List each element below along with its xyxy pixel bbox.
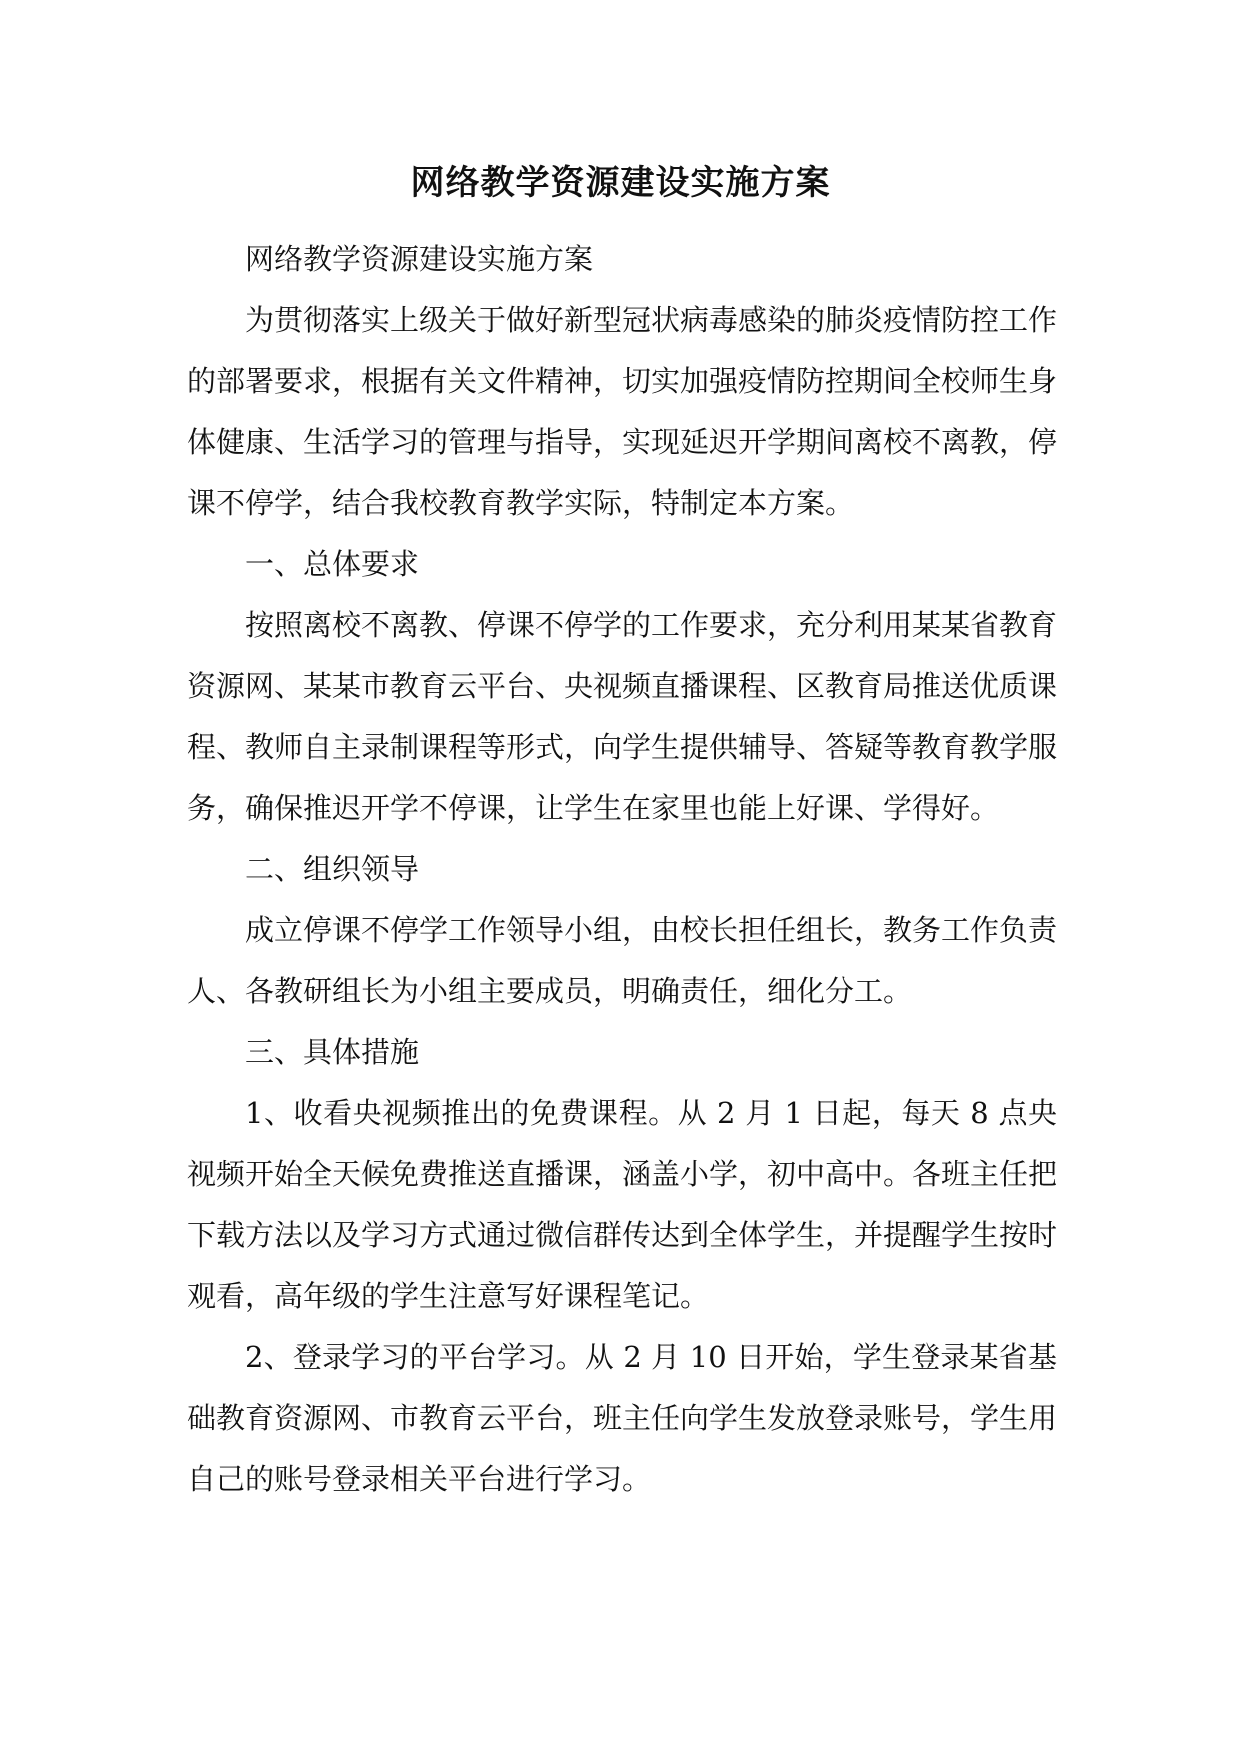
paragraph-measure-1: 1、收看央视频推出的免费课程。从 2 月 1 日起，每天 8 点央视频开始全天候免费推送直播课，涵盖小学，初中高中。各班主任把下载方法以及学习方式通过微信群传达到全体学生，并提醒学生按时观看，高年级的学生注意写好课程笔记。 [187,1096,1058,1313]
paragraph-requirements: 按照离校不离教、停课不停学的工作要求，充分利用某某省教育资源网、某某市教育云平台、央视频直播课程、区教育局推送优质课程、教师自主录制课程等形式，向学生提供辅导、答疑等教育教学服务，确保推迟开学不停课，让学生在家里也能上好课、学得好。 [187,608,1058,825]
document-title: 网络教学资源建设实施方案 [410,163,831,203]
paragraph-subtitle: 网络教学资源建设实施方案 [245,242,594,276]
section-heading-2: 二、组织领导 [245,852,420,886]
paragraph-intro: 为贯彻落实上级关于做好新型冠状病毒感染的肺炎疫情防控工作的部署要求，根据有关文件精神，切实加强疫情防控期间全校师生身体健康、生活学习的管理与指导，实现延迟开学期间离校不离教，停课不停学，结合我校教育教学实际，特制定本方案。 [187,303,1058,520]
paragraph-organization: 成立停课不停学工作领导小组，由校长担任组长，教务工作负责人、各教研组长为小组主要成员，明确责任，细化分工。 [187,913,1058,1008]
section-heading-1: 一、总体要求 [245,547,420,581]
document-body [187,229,1057,1510]
section-heading-3: 三、具体措施 [245,1035,420,1069]
paragraph-measure-2: 2、登录学习的平台学习。从 2 月 10 日开始，学生登录某省基础教育资源网、市教育云平台，班主任向学生发放登录账号，学生用自己的账号登录相关平台进行学习。 [187,1340,1058,1496]
